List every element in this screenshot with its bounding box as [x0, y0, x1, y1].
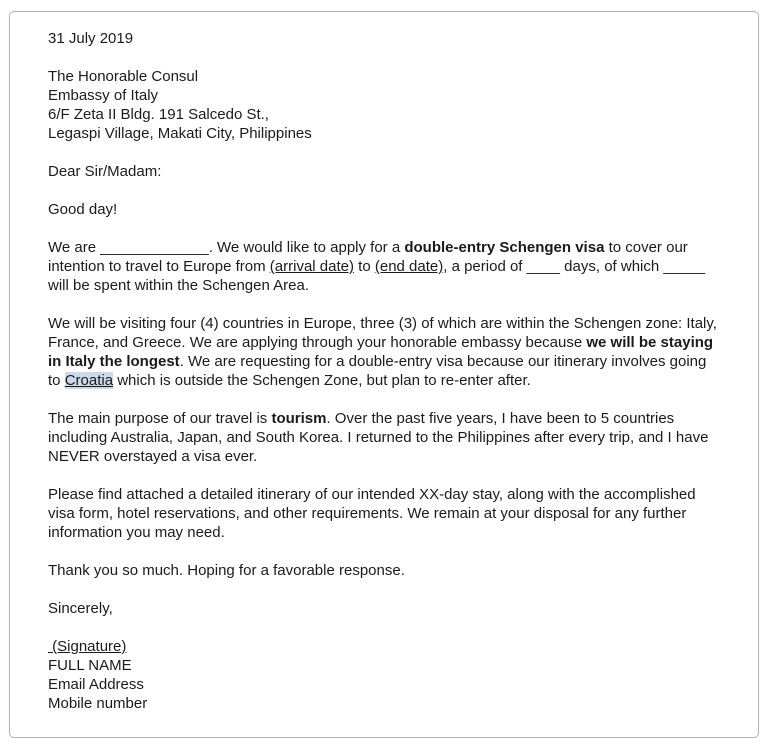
signature-full-name: FULL NAME [48, 657, 132, 674]
recipient-line-city: Legaspi Village, Makati City, Philippines [48, 125, 312, 142]
recipient-line-street: 6/F Zeta II Bldg. 191 Salcedo St., [48, 106, 269, 123]
signature-mobile: Mobile number [48, 695, 148, 712]
recipient-line-embassy: Embassy of Italy [48, 87, 159, 104]
greeting: Good day! [48, 201, 118, 218]
signature-block [48, 637, 722, 713]
paragraph-visa-request: We are _____________. We would like to apply for a double-entry Schengen visa to cover our intention to travel to Europe from (arrival date) to (end date), a period of ____ days, of which _____ will be spent within the Schengen Area. [48, 239, 706, 294]
signature-placeholder: (Signature) [48, 638, 127, 655]
letter-card [9, 11, 759, 738]
letter-date: 31 July 2019 [48, 30, 134, 47]
paragraph-travel-purpose: The main purpose of our travel is tourism. Over the past five years, I have been to 5 countries including Australia, Japan, and South Korea. I returned to the Philippines after every trip, and I have NEVER overstayed a visa ever. [48, 410, 709, 465]
paragraph-attachments: Please find attached a detailed itinerary of our intended XX-day stay, along with the accomplished visa form, hotel reservations, and other requirements. We remain at your disposal for any further information you may need. [48, 486, 696, 541]
paragraph-countries-itinerary: We will be visiting four (4) countries in Europe, three (3) of which are within the Schengen zone: Italy, France, and Greece. We are applying through your honorable embassy because we will be staying in Italy the longest. We are requesting for a double-entry visa because our itinerary involves going to Croatia which is outside the Schengen Zone, but plan to re-enter after. [48, 315, 717, 389]
recipient-line-consul: The Honorable Consul [48, 68, 199, 85]
recipient-address-block [48, 67, 722, 143]
thank-you-line: Thank you so much. Hoping for a favorable response. [48, 562, 405, 579]
signature-email: Email Address [48, 676, 144, 693]
salutation: Dear Sir/Madam: [48, 163, 162, 180]
closing-line: Sincerely, [48, 600, 113, 617]
